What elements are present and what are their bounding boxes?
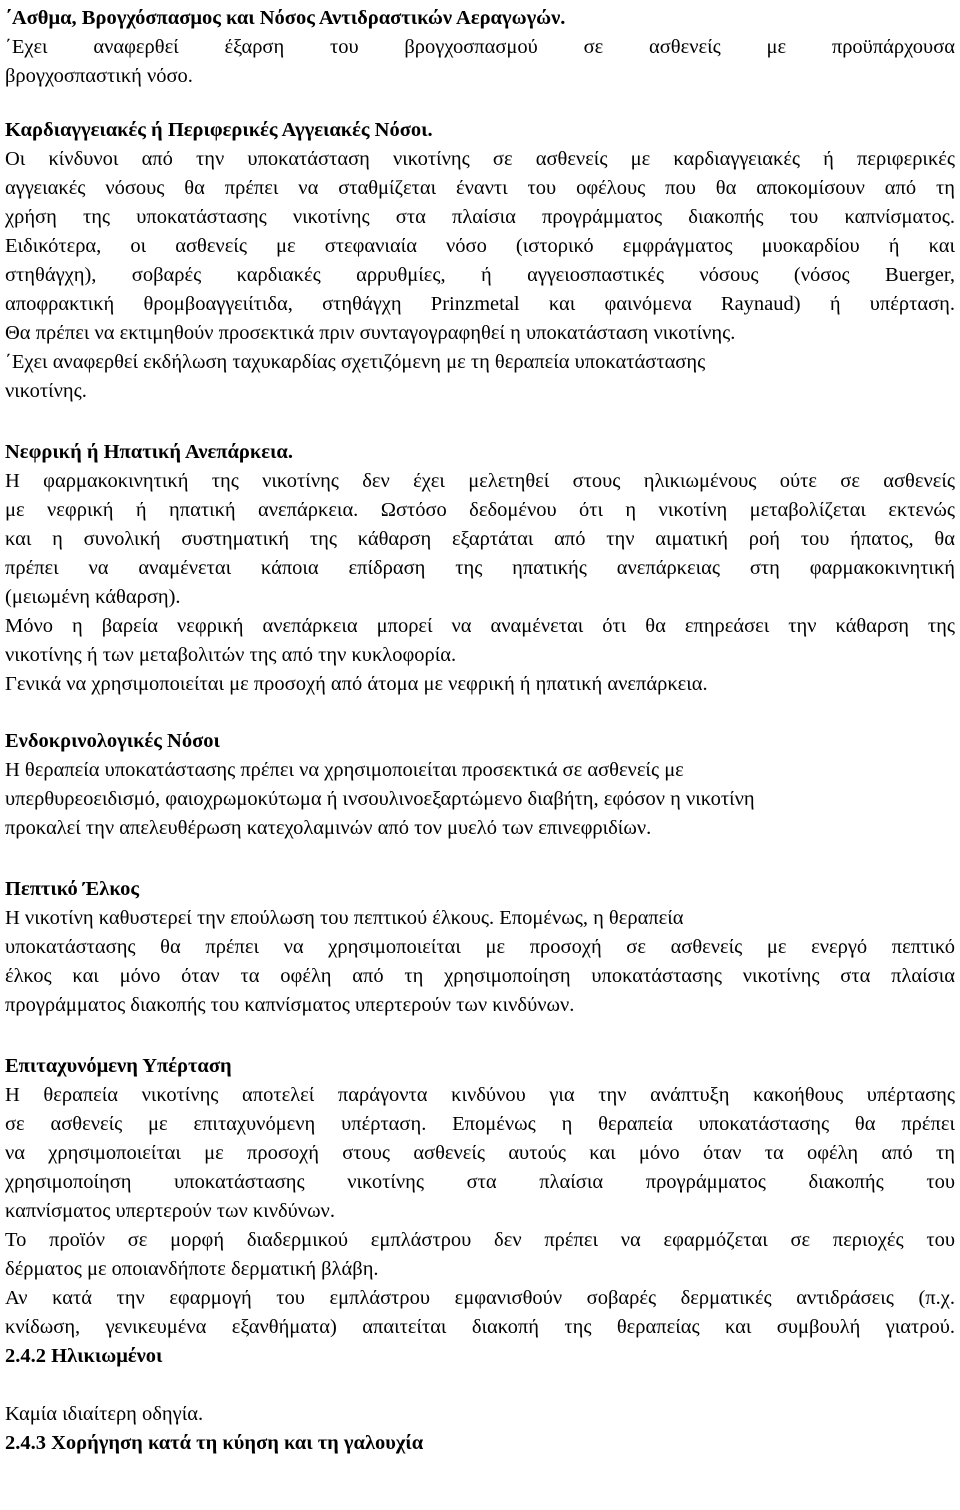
text-line: Η θεραπεία νικοτίνης αποτελεί παράγοντα κινδύνου για την ανάπτυξη κακοήθους υπέρτασης [5,1084,955,1106]
text-line: με νεφρική ή ηπατική ανεπάρκεια. Ωστόσο δεδομένου ότι η νικοτίνη μεταβολίζεται εκτενώς [5,499,955,521]
text-line: ΄Εχει αναφερθεί εκδήλωση ταχυκαρδίας σχετιζόμενη με τη θεραπεία υποκατάστασης [5,351,706,373]
text-line: υποκατάστασης θα πρέπει να χρησιμοποιείται με προσοχή σε ασθενείς με ενεργό πεπτικό [5,936,955,958]
section-heading: Ενδοκρινολογικές Νόσοι [5,730,220,752]
section-heading: Καρδιαγγειακές ή Περιφερικές Αγγειακές Νόσοι. [5,119,433,141]
text-line: στηθάγχη), σοβαρές καρδιακές αρρυθμίες, ή αγγειοσπαστικές νόσους (νόσος Buerger, [5,264,955,286]
text-line: δέρματος με οποιανδήποτε δερματική βλάβη. [5,1258,379,1280]
section-heading: ΄Ασθμα, Βρογχόσπασμος και Νόσος Αντιδραστικών Αεραγωγών. [5,7,566,29]
text-line: (μειωμένη κάθαρση). [5,586,181,608]
text-line: αγγειακές νόσους θα πρέπει να σταθμίζεται έναντι του οφέλους που θα αποκομίσουν από τη [5,177,955,199]
text-line: Η φαρμακοκινητική της νικοτίνης δεν έχει μελετηθεί στους ηλικιωμένους ούτε σε ασθενείς [5,470,955,492]
section-heading: 2.4.3 Χορήγηση κατά τη κύηση και τη γαλουχία [5,1432,424,1454]
text-line: έλκος και μόνο όταν τα οφέλη από τη χρησιμοποίηση υποκατάστασης νικοτίνης στα πλαίσια [5,965,955,987]
section-heading: Επιταχυνόμενη Υπέρταση [5,1055,232,1077]
text-line: Αν κατά την εφαρμογή του εμπλάστρου εμφανισθούν σοβαρές δερματικές αντιδράσεις (π.χ. [5,1287,955,1309]
text-line: και η συνολική συστηματική της κάθαρση εξαρτάται από την αιματική ροή του ήπατος, θα [5,528,955,550]
text-line: Οι κίνδυνοι από την υποκατάσταση νικοτίνης σε ασθενείς με καρδιαγγειακές ή περιφερικές [5,148,955,170]
text-line: αποφρακτική θρομβοαγγειίτιδα, στηθάγχη Prinzmetal και φαινόμενα Raynaud) ή υπέρταση. [5,293,955,315]
text-line: προγράμματος διακοπής του καπνίσματος υπερτερούν των κινδύνων. [5,994,575,1016]
text-line: βρογχοσπαστική νόσο. [5,65,193,87]
text-line: σε ασθενείς με επιταχυνόμενη υπέρταση. Επομένως η θεραπεία υποκατάστασης θα πρέπει [5,1113,955,1135]
text-line: Γενικά να χρησιμοποιείται με προσοχή από άτομα με νεφρική ή ηπατική ανεπάρκεια. [5,673,708,695]
text-line: πρέπει να αναμένεται κάποια επίδραση της ηπατικής ανεπάρκειας στη φαρμακοκινητική [5,557,955,579]
text-line: Μόνο η βαρεία νεφρική ανεπάρκεια μπορεί να αναμένεται ότι θα επηρεάσει την κάθαρση της [5,615,955,637]
text-line: χρησιμοποίηση υποκατάστασης νικοτίνης στα πλαίσια προγράμματος διακοπής του [5,1171,955,1193]
text-line: Θα πρέπει να εκτιμηθούν προσεκτικά πριν συνταγογραφηθεί η υποκατάσταση νικοτίνης. [5,322,736,344]
text-line: χρήση της υποκατάστασης νικοτίνης στα πλαίσια προγράμματος διακοπής του καπνίσματος. [5,206,955,228]
text-line: Καμία ιδιαίτερη οδηγία. [5,1403,204,1425]
text-line: υπερθυρεοειδισμό, φαιοχρωμοκύτωμα ή ινσουλινοεξαρτώμενο διαβήτη, εφόσον η νικοτίνη [5,788,755,810]
text-line: ΄Εχει αναφερθεί έξαρση του βρογχοσπασμού σε ασθενείς με προϋπάρχουσα [5,36,955,58]
section-heading: Πεπτικό Έλκος [5,878,140,900]
text-line: Η θεραπεία υποκατάστασης πρέπει να χρησιμοποιείται προσεκτικά σε ασθενείς με [5,759,684,781]
section-heading: 2.4.2 Ηλικιωμένοι [5,1345,163,1367]
text-line: καπνίσματος υπερτερούν των κινδύνων. [5,1200,335,1222]
text-line: Ειδικότερα, οι ασθενείς με στεφανιαία νόσο (ιστορικό εμφράγματος μυοκαρδίου ή και [5,235,955,257]
text-line: Το προϊόν σε μορφή διαδερμικού εμπλάστρου δεν πρέπει να εφαρμόζεται σε περιοχές του [5,1229,955,1251]
text-line: νικοτίνης. [5,380,87,402]
text-line: νικοτίνης ή των μεταβολιτών της από την κυκλοφορία. [5,644,457,666]
text-line: προκαλεί την απελευθέρωση κατεχολαμινών από τον μυελό των επινεφριδίων. [5,817,652,839]
text-line: Η νικοτίνη καθυστερεί την επούλωση του πεπτικού έλκους. Επομένως, η θεραπεία [5,907,684,929]
text-line: κνίδωση, γενικευμένα εξανθήματα) απαιτείται διακοπή της θεραπείας και συμβουλή γιατρού. [5,1316,955,1338]
section-heading: Νεφρική ή Ηπατική Ανεπάρκεια. [5,441,293,463]
text-line: να χρησιμοποιείται με προσοχή στους ασθενείς αυτούς και μόνο όταν τα οφέλη από τη [5,1142,955,1164]
